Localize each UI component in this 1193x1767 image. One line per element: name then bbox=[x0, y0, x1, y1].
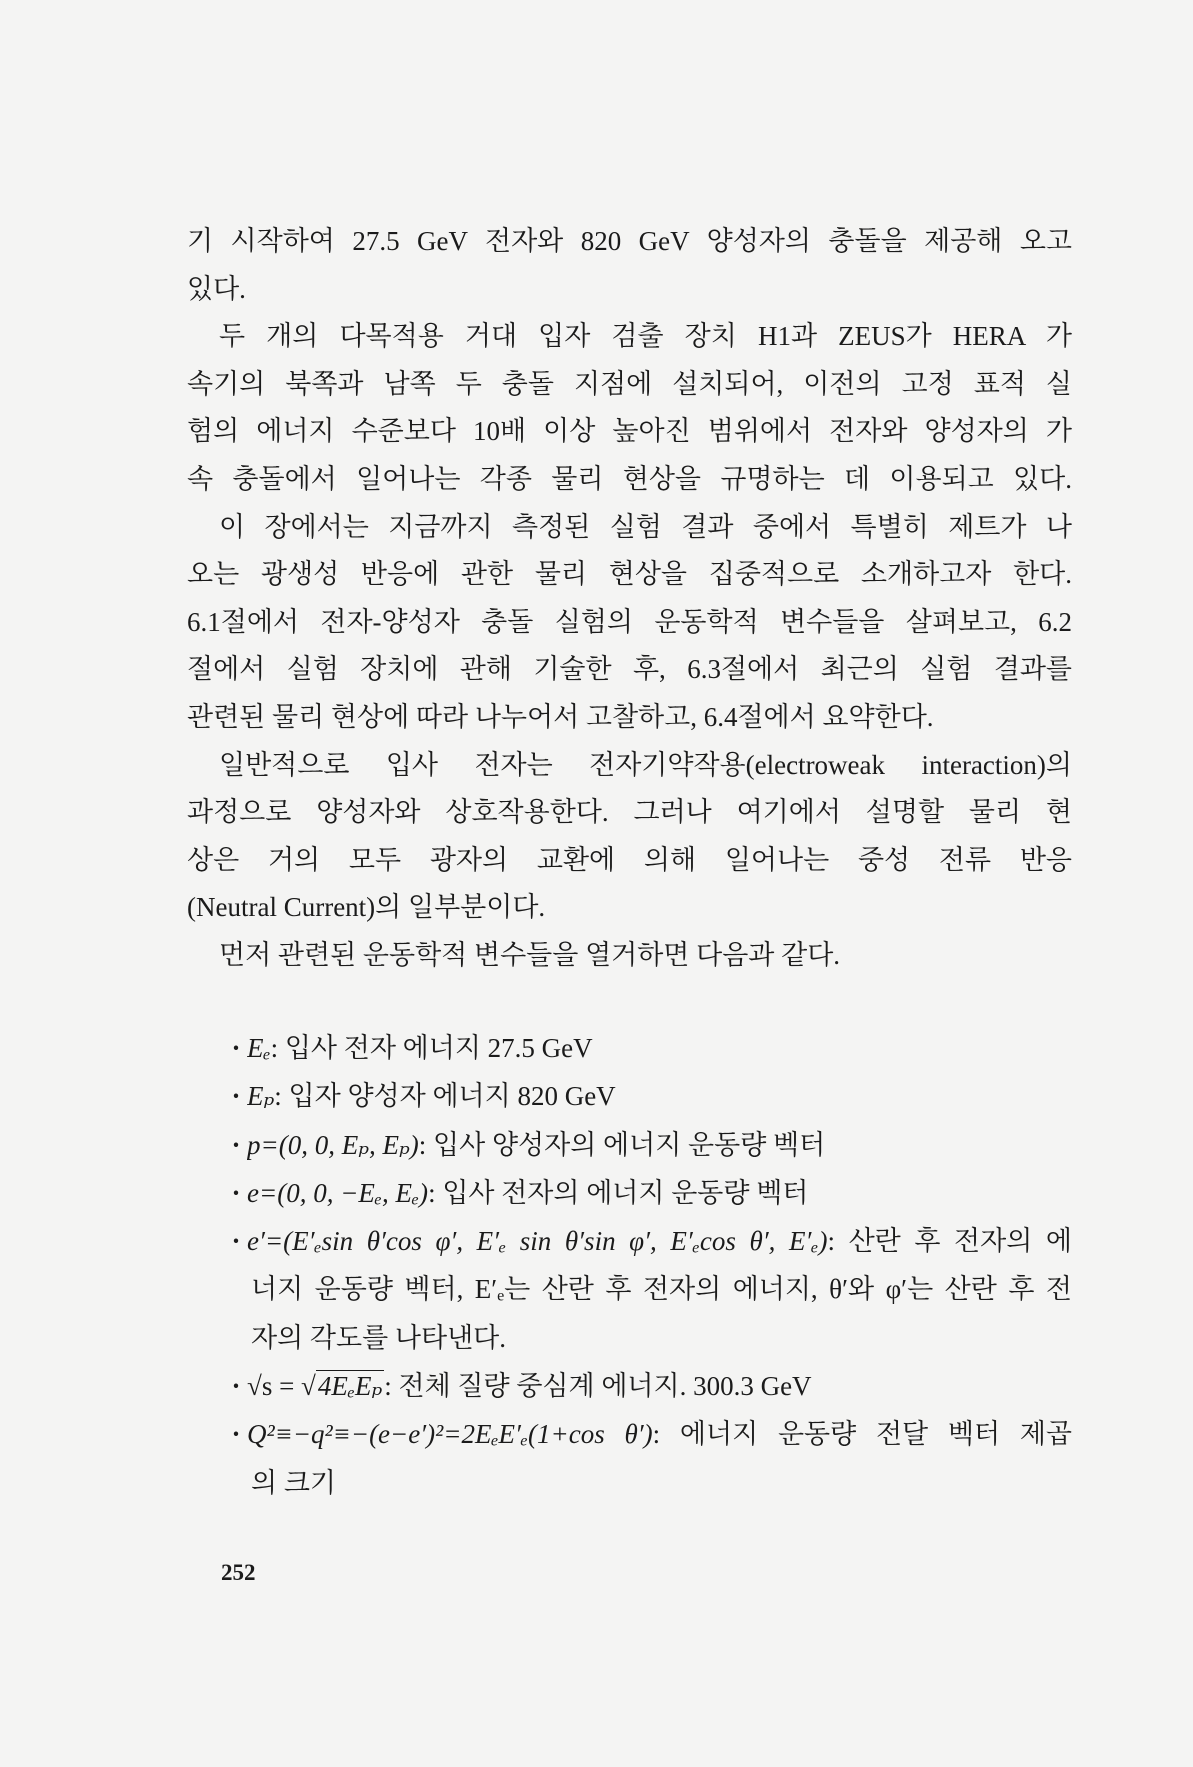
formula: e=(0, 0, −Eₑ, Eₑ) bbox=[247, 1177, 429, 1208]
square-root-radicand: 4EₑEₚ bbox=[317, 1371, 383, 1402]
body-text-line: 절에서 실험 장치에 관해 기술한 후, 6.3절에서 최근의 실험 결과를 bbox=[187, 654, 1072, 685]
formula: √s = √ bbox=[247, 1371, 316, 1402]
definition-continuation-text: 의 크기 bbox=[251, 1467, 336, 1498]
body-text-line: 험의 에너지 수준보다 10배 이상 높아진 범위에서 전자와 양성자의 가 bbox=[187, 416, 1072, 447]
body-text-line: 관련된 물리 현상에 따라 나누어서 고찰하고, 6.4절에서 요약한다. bbox=[187, 701, 934, 732]
bullet-marker: · bbox=[231, 1033, 241, 1063]
definition-description: : 입사 양성자의 에너지 운동량 벡터 bbox=[418, 1129, 826, 1160]
definition-text bbox=[247, 1410, 1072, 1458]
definition-text bbox=[247, 1217, 1072, 1265]
formula: e′=(E′ₑsin θ′cos φ′, E′ₑ sin θ′sin φ′, E′ₑcos θ′, E′ₑ) bbox=[247, 1226, 828, 1257]
definition-text bbox=[247, 1169, 1072, 1217]
definition-item bbox=[187, 1024, 1072, 1072]
bullet-marker: · bbox=[231, 1129, 241, 1160]
bullet-marker: · bbox=[231, 1371, 241, 1402]
formula: Eₚ bbox=[247, 1081, 275, 1112]
definition-continuation-text: 자의 각도를 나타낸다. bbox=[251, 1322, 506, 1353]
formula: Q²≡−q²≡−(e−e′)²=2EₑE′ₑ(1+cos θ′) bbox=[247, 1419, 653, 1450]
definition-description: : 전체 질량 중심계 에너지. 300.3 GeV bbox=[384, 1371, 812, 1402]
page-number: 252 bbox=[221, 1560, 256, 1585]
body-text-line: 속 충돌에서 일어나는 각종 물리 현상을 규명하는 데 이용되고 있다. bbox=[187, 463, 1072, 494]
definition-description: : 입자 양성자 에너지 820 GeV bbox=[274, 1081, 616, 1112]
body-text-line: 속기의 북쪽과 남쪽 두 충돌 지점에 설치되어, 이전의 고정 표적 실 bbox=[187, 368, 1072, 399]
definition-description: : 에너지 운동량 전달 벡터 제곱 bbox=[652, 1419, 1072, 1450]
formula: Eₑ bbox=[247, 1033, 271, 1063]
variable-definition-list bbox=[187, 1024, 1072, 1507]
body-text-line: 두 개의 다목적용 거대 입자 검출 장치 H1과 ZEUS가 HERA 가 bbox=[219, 321, 1072, 352]
definition-text bbox=[247, 1121, 1072, 1169]
definition-item bbox=[187, 1410, 1072, 1458]
definition-description: : 입사 전자의 에너지 운동량 벡터 bbox=[428, 1177, 809, 1208]
definition-continuation bbox=[187, 1265, 1072, 1313]
bullet-marker: · bbox=[231, 1419, 241, 1450]
body-text-line: 오는 광생성 반응에 관한 물리 현상을 집중적으로 소개하고자 한다. bbox=[187, 559, 1072, 590]
body-text-line: 먼저 관련된 운동학적 변수들을 열거하면 다음과 같다. bbox=[219, 939, 841, 970]
body-text-line: 과정으로 양성자와 상호작용한다. 그러나 여기에서 설명할 물리 현 bbox=[187, 797, 1072, 828]
definition-description: : 입사 전자 에너지 27.5 GeV bbox=[270, 1033, 593, 1063]
bullet-marker: · bbox=[231, 1177, 241, 1208]
definition-continuation bbox=[187, 1314, 1072, 1362]
body-text-line: (Neutral Current)의 일부분이다. bbox=[187, 892, 546, 923]
definition-continuation-text: 너지 운동량 벡터, E′ₑ는 산란 후 전자의 에너지, θ′와 φ′는 산란 후 전 bbox=[251, 1274, 1072, 1305]
definition-item bbox=[187, 1217, 1072, 1265]
body-text-line: 있다. bbox=[187, 273, 246, 304]
definition-description: : 산란 후 전자의 에 bbox=[827, 1226, 1072, 1257]
definition-item bbox=[187, 1072, 1072, 1120]
body-text-line: 일반적으로 입사 전자는 전자기약작용(electroweak interaction)의 bbox=[219, 749, 1072, 780]
definition-item bbox=[187, 1362, 1072, 1410]
body-text-line: 기 시작하여 27.5 GeV 전자와 820 GeV 양성자의 충돌을 제공해 오고 bbox=[187, 226, 1072, 256]
definition-item bbox=[187, 1121, 1072, 1169]
bullet-marker: · bbox=[231, 1226, 241, 1257]
body-text-line: 상은 거의 모두 광자의 교환에 의해 일어나는 중성 전류 반응 bbox=[187, 844, 1072, 875]
definition-text bbox=[247, 1072, 1072, 1120]
body-text-line: 이 장에서는 지금까지 측정된 실험 결과 중에서 특별히 제트가 나 bbox=[219, 511, 1072, 542]
body-text-line: 6.1절에서 전자-양성자 충돌 실험의 운동학적 변수들을 살펴보고, 6.2 bbox=[187, 606, 1072, 637]
formula: p=(0, 0, Eₚ, Eₚ) bbox=[247, 1129, 419, 1160]
definition-continuation bbox=[187, 1459, 1072, 1507]
definition-text bbox=[247, 1362, 1072, 1410]
bullet-marker: · bbox=[231, 1081, 241, 1112]
body-text bbox=[187, 218, 1072, 980]
definition-text bbox=[247, 1024, 1072, 1072]
definition-item bbox=[187, 1169, 1072, 1217]
